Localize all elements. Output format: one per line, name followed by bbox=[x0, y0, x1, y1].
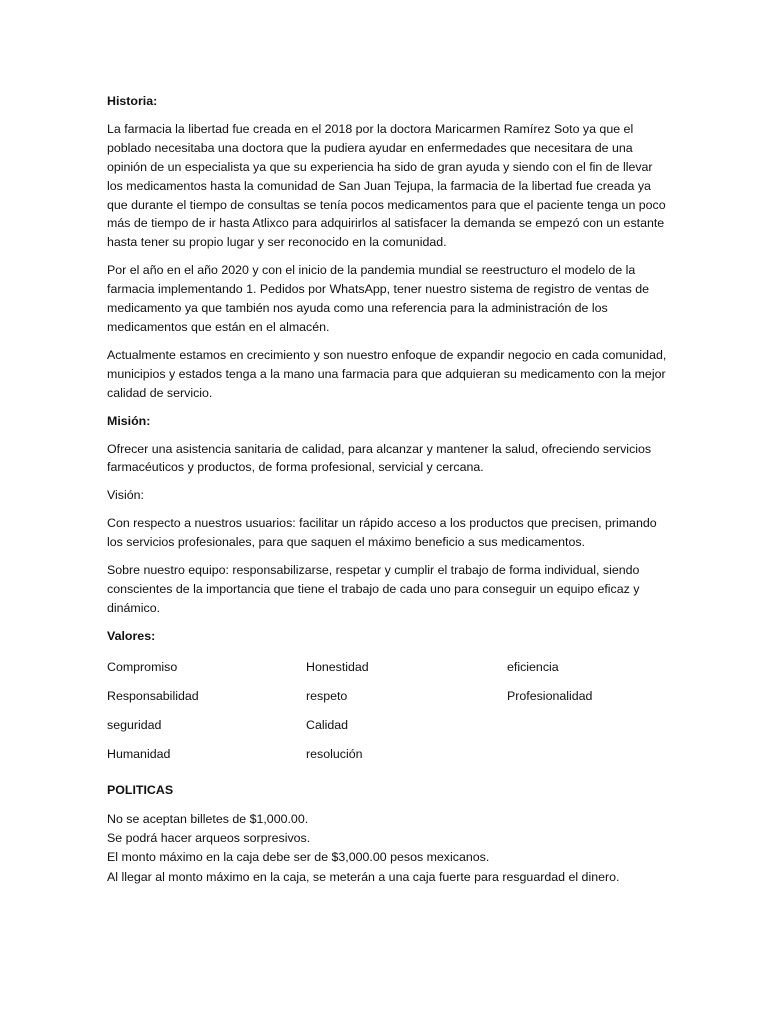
historia-paragraph-3: Actualmente estamos en crecimiento y son nuestro enfoque de expandir negocio en cada comunidad, municipios y estados tenga a la mano una farmacia para que adquieran su medicamento con la mejor calidad de servicio. bbox=[107, 347, 667, 400]
vision-paragraph-1: Con respecto a nuestros usuarios: facilitar un rápido acceso a los productos que precisen, primando los servicios profesionales, para que saquen el máximo beneficio a sus medicamentos. bbox=[107, 516, 657, 550]
politica-item: No se aceptan billetes de $1,000.00. bbox=[107, 811, 309, 826]
mision-paragraph: Ofrecer una asistencia sanitaria de calidad, para alcanzar y mantener la salud, ofreciendo servicios farmacéuticos y productos, de forma profesional, servicial y cercana. bbox=[107, 441, 652, 475]
valor-cell: Calidad bbox=[306, 717, 349, 732]
valor-cell: seguridad bbox=[107, 717, 162, 732]
politicas-list bbox=[107, 810, 668, 888]
valor-cell: eficiencia bbox=[507, 659, 559, 674]
valor-cell: resolución bbox=[306, 746, 363, 761]
politicas-heading: POLITICAS bbox=[107, 782, 174, 797]
mision-heading: Misión: bbox=[107, 413, 151, 428]
historia-paragraph-2: Por el año en el año 2020 y con el inicio de la pandemia mundial se reestructuro el modelo de la farmacia implementando 1. Pedidos por WhatsApp, tener nuestro sistema de registro de ventas de medicamento ya que también nos ayuda como una referencia para la administración de los medicamentos que están en el almacén. bbox=[107, 263, 650, 334]
historia-heading: Historia: bbox=[107, 94, 158, 108]
politica-item: El monto máximo en la caja debe ser de $3,000.00 pesos mexicanos. bbox=[107, 850, 490, 865]
valor-cell: Compromiso bbox=[107, 659, 178, 674]
valor-cell: Humanidad bbox=[107, 746, 171, 761]
valor-cell: Responsabilidad bbox=[107, 688, 199, 703]
historia-paragraph-1: La farmacia la libertad fue creada en el 2018 por la doctora Maricarmen Ramírez Soto ya que el poblado necesitaba una doctora que la pudiera ayudar en enfermedades que necesitara de una opinión de un especialista ya que su experiencia ha sido de gran ayuda y siendo con el fin de llevar los medicamentos hasta la comunidad de San Juan Tejupa, la farmacia de la libertad fue creada ya que durante el tiempo de consultas se tenía pocos medicamentos para que el paciente tenga un poco más de tiempo de ir hasta Atlixco para adquirirlos al satisfacer la demanda se empezó con un estante hasta tener su propio lugar y ser reconocido en la comunidad. bbox=[107, 121, 666, 250]
valor-cell bbox=[507, 716, 667, 735]
valor-cell bbox=[507, 745, 667, 764]
valores-heading: Valores: bbox=[107, 628, 156, 643]
politica-item: Al llegar al monto máximo en la caja, se meterán a una caja fuerte para resguardad el dinero. bbox=[107, 869, 620, 884]
vision-heading: Visión: bbox=[107, 488, 144, 503]
vision-paragraph-2: Sobre nuestro equipo: responsabilizarse, respetar y cumplir el trabajo de forma individual, siendo conscientes de la importancia que tiene el trabajo de cada uno para conseguir un equipo eficaz y dinámico. bbox=[107, 563, 640, 615]
valor-cell: Profesionalidad bbox=[507, 688, 593, 703]
valores-table bbox=[107, 658, 668, 764]
valor-cell: respeto bbox=[306, 688, 348, 703]
valor-cell: Honestidad bbox=[306, 659, 369, 674]
politica-item: Se podrá hacer arqueos sorpresivos. bbox=[107, 830, 311, 845]
